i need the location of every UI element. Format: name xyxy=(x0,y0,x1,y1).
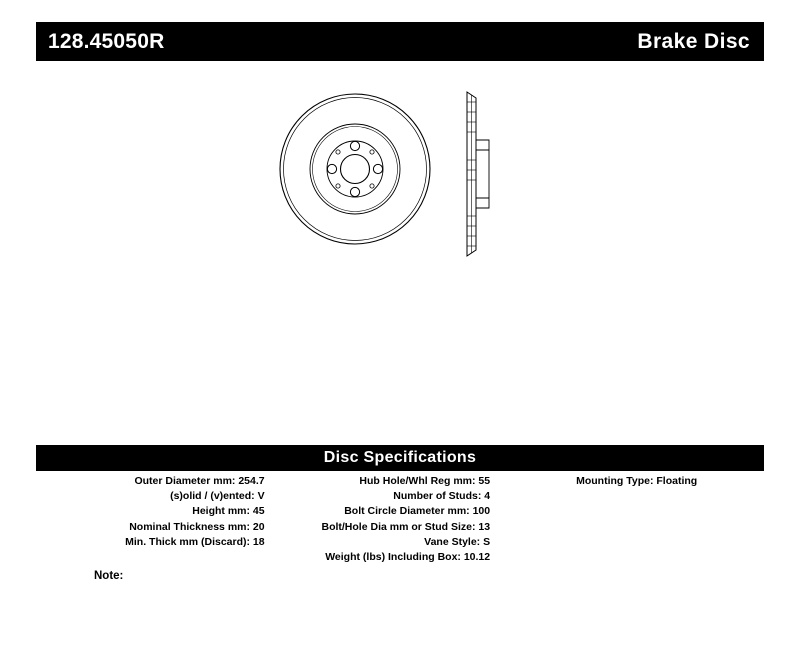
specifications-columns xyxy=(36,474,764,584)
part-number: 128.45050R xyxy=(48,30,165,53)
spec-item: Vane Style: S xyxy=(424,535,491,548)
header-bar xyxy=(36,22,764,61)
product-drawing xyxy=(270,78,540,288)
spec-item: Hub Hole/Whl Reg mm: 55 xyxy=(359,475,491,487)
note-row xyxy=(94,570,123,582)
brake-rotor-face-view xyxy=(280,94,430,244)
spec-item: Min. Thick mm (Discard): 18 xyxy=(125,535,265,548)
spec-item: Number of Studs: 4 xyxy=(393,490,491,503)
spec-item: Height mm: 45 xyxy=(192,505,265,518)
brake-rotor-edge-section-view xyxy=(467,92,489,256)
spec-item: Mounting Type: Floating xyxy=(576,475,698,487)
spec-item: Outer Diameter mm: 254.7 xyxy=(134,475,265,487)
spec-item: (s)olid / (v)ented: V xyxy=(170,490,265,503)
document-kind-label: Brake Disc xyxy=(637,30,750,53)
specifications-column-left xyxy=(36,474,273,550)
specifications-column-center xyxy=(273,474,521,565)
specifications-title: Disc Specifications xyxy=(323,449,477,466)
specifications-column-right xyxy=(520,474,764,489)
spec-item: Nominal Thickness mm: 20 xyxy=(129,520,265,533)
specifications-header-bar xyxy=(36,445,764,471)
spec-item: Bolt/Hole Dia mm or Stud Size: 13 xyxy=(321,520,491,533)
note-label: Note: xyxy=(94,570,124,582)
spec-item: Bolt Circle Diameter mm: 100 xyxy=(344,505,491,518)
spec-item: Weight (lbs) Including Box: 10.12 xyxy=(325,551,491,564)
drawing-svg xyxy=(270,78,540,288)
